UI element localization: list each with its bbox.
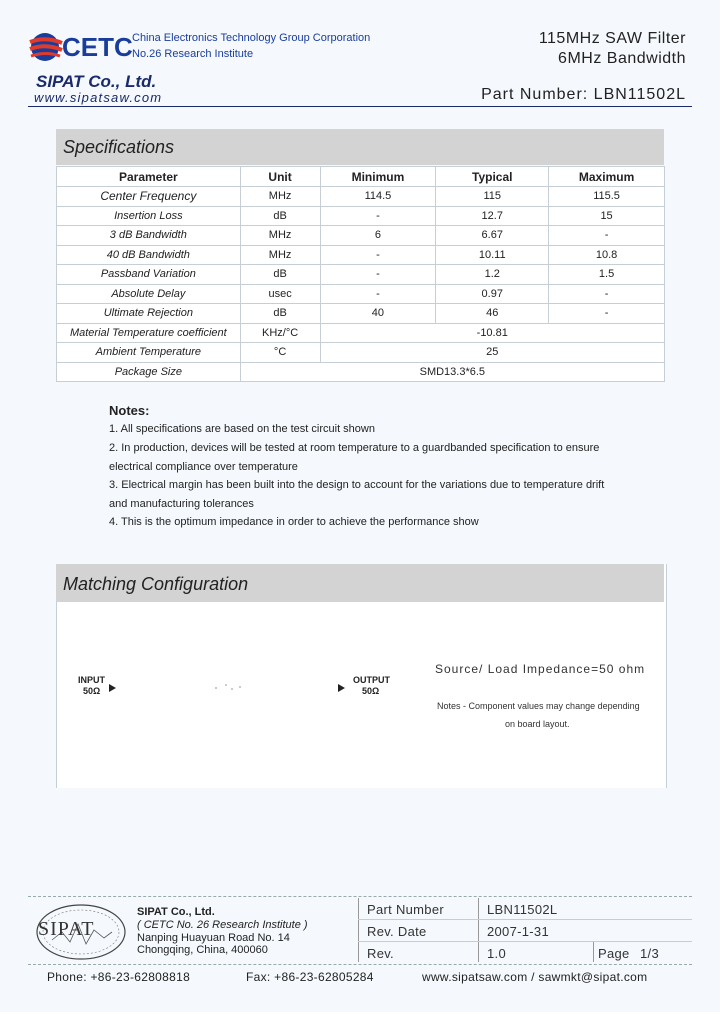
- table-row: [57, 323, 665, 343]
- unit-cell: dB: [240, 265, 320, 285]
- col-header: Maximum: [549, 167, 665, 187]
- unit-cell: MHz: [240, 187, 320, 207]
- value-cell: SMD13.3*6.5: [240, 362, 664, 382]
- footer-address2: Chongqing, China, 400060: [137, 944, 268, 956]
- unit-cell: MHz: [240, 245, 320, 265]
- note-line: 4. This is the optimum impedance in order to achieve the performance show: [109, 516, 479, 528]
- footer-divider: [358, 898, 359, 962]
- matching-note-line2: on board layout.: [505, 719, 570, 729]
- footer-divider: [478, 898, 479, 962]
- min-cell: -: [320, 245, 436, 265]
- min-cell: -: [320, 265, 436, 285]
- unit-cell: KHz/°C: [240, 323, 320, 343]
- table-row: [57, 265, 665, 285]
- min-cell: -: [320, 206, 436, 226]
- website-link[interactable]: www.sipatsaw.com: [34, 90, 163, 105]
- note-line: and manufacturing tolerances: [109, 498, 254, 510]
- spec-section-title: Specifications: [63, 137, 175, 157]
- footer-web-email[interactable]: www.sipatsaw.com / sawmkt@sipat.com: [422, 970, 648, 984]
- typ-cell: 6.67: [436, 226, 549, 246]
- max-cell: 1.5: [549, 265, 665, 285]
- unit-cell: usec: [240, 284, 320, 304]
- typ-cell: 12.7: [436, 206, 549, 226]
- matching-note-line1: Notes - Component values may change depending: [437, 701, 640, 711]
- notes-title: Notes:: [109, 403, 150, 418]
- min-cell: 40: [320, 304, 436, 324]
- footer-row-divider: [358, 919, 692, 920]
- table-row: [57, 362, 665, 382]
- page-label: Page: [598, 946, 630, 961]
- note-line: 3. Electrical margin has been built into the design to account for the variations due to temperature drift: [109, 479, 605, 491]
- max-cell: 10.8: [549, 245, 665, 265]
- page-value: 1/3: [640, 946, 659, 961]
- cetc-logo-text: CETC: [62, 32, 133, 62]
- footer-phone: Phone: +86-23-62808818: [47, 970, 191, 984]
- cetc-logo-icon: [28, 30, 64, 64]
- max-cell: 15: [549, 206, 665, 226]
- param-cell: Ultimate Rejection: [57, 304, 241, 324]
- param-cell: 40 dB Bandwidth: [57, 245, 241, 265]
- footer-divider: [593, 942, 594, 962]
- part-number-value: LBN11502L: [487, 902, 558, 917]
- input-label: INPUT: [78, 675, 105, 685]
- typ-cell: 46: [436, 304, 549, 324]
- note-line: electrical compliance over temperature: [109, 461, 298, 473]
- unit-cell: dB: [240, 304, 320, 324]
- typ-cell: 0.97: [436, 284, 549, 304]
- param-cell: 3 dB Bandwidth: [57, 226, 241, 246]
- typ-cell: 115: [436, 187, 549, 207]
- table-row: [57, 304, 665, 324]
- note-line: 2. In production, devices will be tested at room temperature to a guardbanded specification to ensure: [109, 442, 600, 454]
- col-header: Parameter: [57, 167, 241, 187]
- output-impedance: 50Ω: [362, 686, 380, 696]
- param-cell: Package Size: [57, 362, 241, 382]
- param-cell: Absolute Delay: [57, 284, 241, 304]
- param-cell: Center Frequency: [57, 187, 241, 207]
- max-cell: -: [549, 284, 665, 304]
- product-title: 115MHz SAW Filter: [538, 30, 686, 47]
- table-row: [57, 187, 665, 207]
- typ-cell: 1.2: [436, 265, 549, 285]
- source-load-impedance: Source/ Load Impedance=50 ohm: [435, 662, 646, 676]
- circuit-faint-icon: [210, 680, 250, 694]
- part-number: Part Number: LBN11502L: [481, 86, 686, 103]
- param-cell: Passband Variation: [57, 265, 241, 285]
- part-number-label: Part Number: [367, 902, 444, 917]
- value-cell: 25: [320, 343, 664, 363]
- contact-divider: [28, 964, 692, 966]
- footer-institute: ( CETC No. 26 Research Institute ): [137, 919, 308, 931]
- company-name: SIPAT Co., Ltd.: [36, 72, 157, 91]
- footer-address1: Nanping Huayuan Road No. 14: [137, 932, 290, 944]
- input-arrow-icon: [108, 683, 118, 693]
- min-cell: -: [320, 284, 436, 304]
- value-cell: -10.81: [320, 323, 664, 343]
- min-cell: 114.5: [320, 187, 436, 207]
- col-header: Unit: [240, 167, 320, 187]
- footer-company: SIPAT Co., Ltd.: [137, 906, 215, 918]
- param-cell: Insertion Loss: [57, 206, 241, 226]
- spec-table: [56, 166, 665, 382]
- param-cell: Material Temperature coefficient: [57, 323, 241, 343]
- max-cell: -: [549, 226, 665, 246]
- matching-section-title: Matching Configuration: [63, 574, 249, 594]
- table-row: [57, 206, 665, 226]
- rev-label: Rev.: [367, 946, 394, 961]
- col-header: Typical: [436, 167, 549, 187]
- corp-name-line1: China Electronics Technology Group Corporation: [132, 32, 371, 44]
- rev-value: 1.0: [487, 946, 506, 961]
- input-impedance: 50Ω: [83, 686, 101, 696]
- table-row: [57, 343, 665, 363]
- header-divider: [28, 106, 692, 107]
- product-bandwidth: 6MHz Bandwidth: [558, 50, 686, 67]
- output-label: OUTPUT: [353, 675, 390, 685]
- max-cell: -: [549, 304, 665, 324]
- max-cell: 115.5: [549, 187, 665, 207]
- param-cell: Ambient Temperature: [57, 343, 241, 363]
- unit-cell: MHz: [240, 226, 320, 246]
- note-line: 1. All specifications are based on the test circuit shown: [109, 423, 375, 435]
- output-arrow-icon: [337, 683, 347, 693]
- rev-date-value: 2007-1-31: [487, 924, 549, 939]
- table-row: [57, 245, 665, 265]
- unit-cell: °C: [240, 343, 320, 363]
- rev-date-label: Rev. Date: [367, 924, 427, 939]
- table-row: [57, 284, 665, 304]
- table-header-row: [57, 167, 665, 187]
- col-header: Minimum: [320, 167, 436, 187]
- footer-row-divider: [358, 941, 692, 942]
- corp-name-line2: No.26 Research Institute: [132, 48, 254, 60]
- min-cell: 6: [320, 226, 436, 246]
- typ-cell: 10.11: [436, 245, 549, 265]
- seal-text: SIPAT: [38, 918, 95, 940]
- table-row: [57, 226, 665, 246]
- unit-cell: dB: [240, 206, 320, 226]
- footer-fax: Fax: +86-23-62805284: [246, 970, 374, 984]
